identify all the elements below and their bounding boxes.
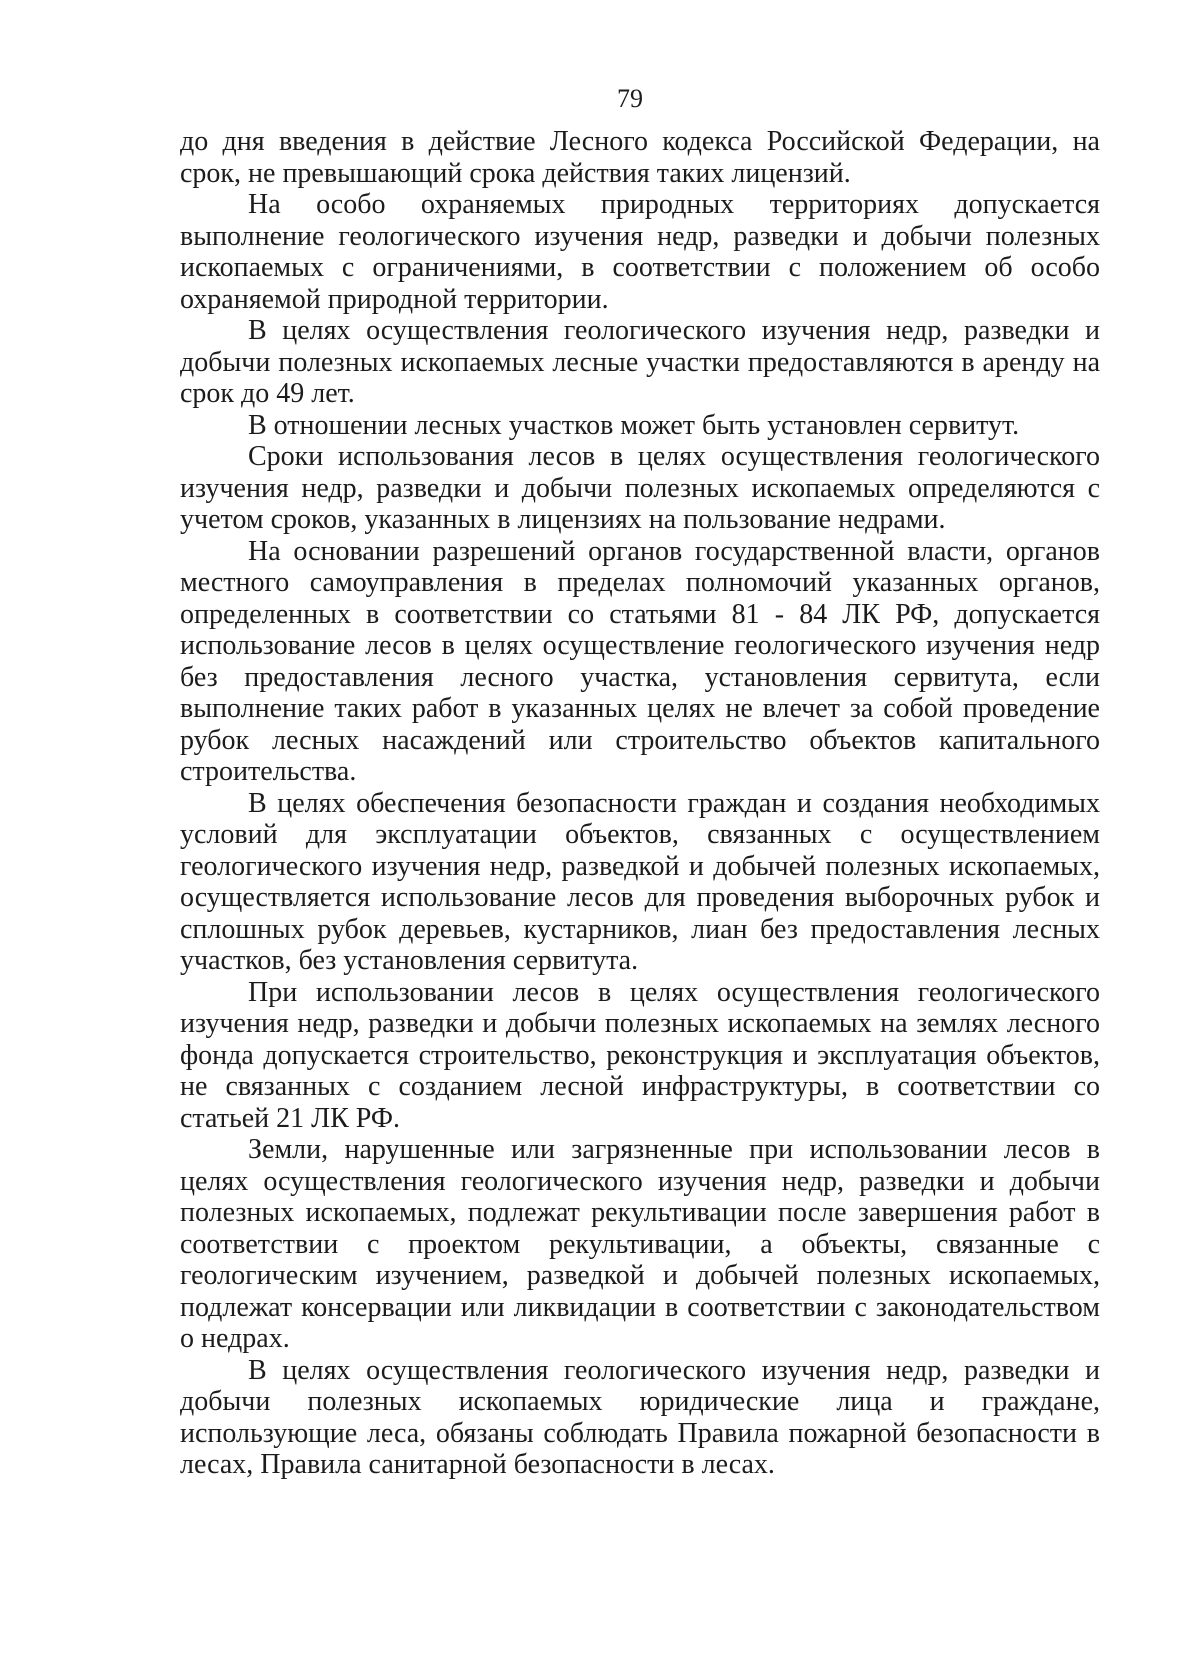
paragraph-safety-felling: В целях обеспечения безопасности граждан и создания необходимых условий для эксплуатации объектов, связанных с осуществлением геологического изучения недр, разведкой и добычей полезных ископаемых, осуществляется использование лесов для проведения выборочных рубок и сплошных рубок деревьев, кустарников, лиан без предоставления лесных участков, без установления сервитута. bbox=[180, 787, 1100, 976]
paragraph-lease-term: В целях осуществления геологического изучения недр, разведки и добычи полезных ископаемых лесные участки предоставляются в аренду на срок до 49 лет. bbox=[180, 315, 1100, 409]
paragraph-fire-safety-rules: В целях осуществления геологического изучения недр, разведки и добычи полезных ископаемых юридические лица и граждане, использующие леса, обязаны соблюдать Правила пожарной безопасности в лесах, Правила санитарной безопасности в лесах. bbox=[180, 1354, 1100, 1480]
paragraph-servitude: В отношении лесных участков может быть установлен сервитут. bbox=[248, 409, 1020, 441]
paragraph-continuation: до дня введения в действие Лесного кодекса Российской Федерации, на срок, не превышающий срока действия таких лицензий. bbox=[180, 126, 1100, 189]
document-body bbox=[180, 126, 1100, 1481]
paragraph-usage-terms: Сроки использования лесов в целях осуществления геологического изучения недр, разведки и добычи полезных ископаемых определяются с учетом сроков, указанных в лицензиях на пользование недрами. bbox=[180, 441, 1100, 535]
paragraph-protected-territories: На особо охраняемых природных территориях допускается выполнение геологического изучения недр, разведки и добычи полезных ископаемых с ограничениями, в соответствии с положением об особо охраняемой природной территории. bbox=[180, 189, 1100, 315]
page-number: 79 bbox=[617, 84, 643, 113]
paragraph-construction: При использовании лесов в целях осуществления геологического изучения недр, разведки и добычи полезных ископаемых на землях лесного фонда допускается строительство, реконструкция и эксплуатация объектов, не связанных с созданием лесной инфраструктуры, в соответствии со статьей 21 ЛК РФ. bbox=[180, 976, 1100, 1134]
paragraph-permits: На основании разрешений органов государственной власти, органов местного самоуправления в пределах полномочий указанных органов, определенных в соответствии со статьями 81 - 84 ЛК РФ, допускается использование лесов в целях осуществление геологического изучения недр без предоставления лесного участка, установления сервитута, если выполнение таких работ в указанных целях не влечет за собой проведение рубок лесных насаждений или строительство объектов капитального строительства. bbox=[180, 535, 1100, 787]
paragraph-recultivation: Земли, нарушенные или загрязненные при использовании лесов в целях осуществления геологического изучения недр, разведки и добычи полезных ископаемых, подлежат рекультивации после завершения работ в соответствии с проектом рекультивации, а объекты, связанные с геологическим изучением, разведкой и добычей полезных ископаемых, подлежат консервации или ликвидации в соответствии с законодательством о недрах. bbox=[180, 1134, 1100, 1354]
